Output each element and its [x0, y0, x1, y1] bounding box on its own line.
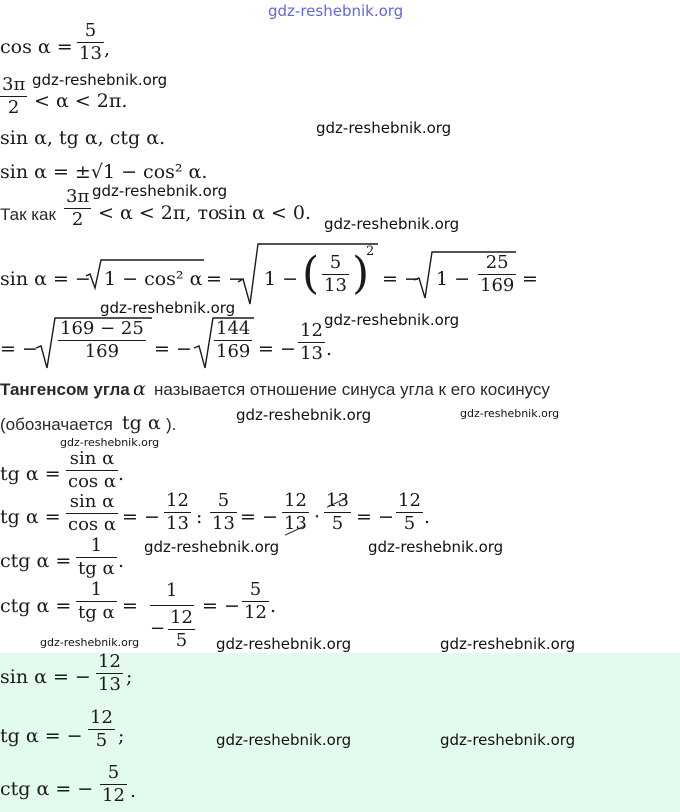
- sin-step2-result: [298, 322, 325, 363]
- tg-def-dot: .: [118, 463, 125, 485]
- sin-step1-frac2-den: 169: [480, 275, 515, 296]
- watermark: gdz-reshebnik.org: [460, 407, 560, 420]
- answer-tg-lhs: tg α = −: [0, 725, 83, 747]
- fraction-bar: [150, 605, 194, 606]
- since-prefix: Так как: [0, 205, 56, 224]
- sin-step1-lhs: sin α = −: [0, 268, 91, 290]
- ctg-calc-num: 1: [90, 579, 103, 600]
- tg-calc-colon: :: [196, 506, 203, 528]
- tg-calc-lhs: tg α =: [0, 506, 61, 528]
- tg-calc-fraction: [66, 493, 118, 534]
- tg-def-den: cos α: [68, 471, 117, 492]
- ctg-calc-fraction: [76, 581, 117, 622]
- tg-calc-f1-den: 13: [166, 513, 189, 534]
- ctg-calc-eq: =: [122, 595, 138, 617]
- answer-tg-den: 5: [88, 729, 115, 750]
- watermark: gdz-reshebnik.org: [216, 731, 352, 749]
- answer-ctg-fraction: [100, 764, 127, 805]
- answer-sin-fraction: [96, 653, 123, 694]
- tg-def-num: sin α: [69, 448, 115, 469]
- answer-tg-end: ;: [118, 725, 125, 747]
- ctg-calc-big-den-den: 5: [168, 629, 195, 650]
- find-list: sin α, tg α, ctg α.: [0, 127, 166, 149]
- watermark: gdz-reshebnik.org: [60, 436, 160, 449]
- tg-calc-end: .: [424, 506, 431, 528]
- sin-step2-den: 169: [58, 340, 146, 361]
- answer-tg-num: 12: [90, 707, 113, 728]
- tg-calc-f1-num: 12: [166, 490, 189, 511]
- watermark: gdz-reshebnik.org: [324, 311, 460, 329]
- since-middle: < α < 2π, то: [98, 202, 220, 224]
- ctg-calc-big-den-fraction: [168, 609, 195, 650]
- cos-given-fraction: [77, 22, 104, 63]
- answer-box: [0, 653, 680, 812]
- watermark: gdz-reshebnik.org: [324, 215, 460, 233]
- cos-given-comma: ,: [104, 38, 111, 60]
- tg-calc-f2-den: 13: [212, 513, 235, 534]
- ctg-calc-result: [242, 581, 269, 622]
- ctg-def-num: 1: [90, 535, 103, 556]
- ctg-calc-res-num: 5: [249, 579, 262, 600]
- ctg-def-fraction: [76, 537, 117, 578]
- ctg-calc-big-num: 1: [166, 580, 178, 601]
- definition-tg: tg α: [122, 412, 161, 434]
- ctg-calc-eq2: = −: [202, 595, 240, 617]
- watermark: gdz-reshebnik.org: [368, 538, 504, 556]
- tg-calc-den: cos α: [68, 514, 117, 535]
- tg-calc-f2-num: 5: [217, 490, 230, 511]
- tg-calc-eq2: = −: [240, 506, 278, 528]
- sin-step2-dot: .: [326, 338, 333, 360]
- answer-sin-lhs: sin α = −: [0, 666, 91, 688]
- tg-calc-f3-den: 13: [284, 513, 307, 534]
- paren-right: ): [352, 248, 370, 299]
- range-den: 2: [0, 96, 27, 117]
- ctg-calc-lhs: ctg α =: [0, 595, 72, 617]
- sin-step1-frac2-num: 25: [485, 252, 509, 273]
- answer-ctg-lhs: ctg α = −: [0, 778, 94, 800]
- sin-step2-eq2: = −: [258, 338, 296, 360]
- sin-step2-num: 169 − 25: [60, 318, 144, 339]
- ctg-def-den: tg α: [78, 558, 115, 579]
- watermark: gdz-reshebnik.org: [440, 635, 576, 653]
- sin-step1-radicand: 1 − cos² α: [104, 268, 203, 290]
- sin-formula: sin α = ±√1 − cos² α.: [0, 161, 208, 183]
- sin-step2-eq: = −: [154, 338, 192, 360]
- sin-step2-fraction: [58, 320, 146, 361]
- ctg-def-dot: .: [118, 550, 125, 572]
- sin-step1-inner: 1 −: [264, 268, 299, 290]
- tg-calc-dot: ·: [314, 506, 321, 528]
- tg-calc-eq3: = −: [356, 506, 394, 528]
- tg-calc-frac2: [210, 492, 237, 533]
- watermark-top: gdz-reshebnik.org: [268, 2, 404, 20]
- ctg-calc-end: .: [270, 595, 277, 617]
- since-tail: sin α < 0.: [218, 202, 312, 224]
- tg-calc-f4-den: 5: [324, 512, 351, 533]
- cos-given-den: 13: [79, 43, 102, 64]
- tg-calc-num: sin α: [69, 491, 115, 512]
- sin-step1-end: =: [522, 268, 538, 290]
- watermark: gdz-reshebnik.org: [100, 299, 236, 317]
- sin-step1-eq: = −: [206, 268, 244, 290]
- definition-alpha: α: [133, 378, 146, 400]
- answer-ctg-end: .: [130, 780, 137, 802]
- answer-ctg-den: 12: [102, 785, 125, 806]
- tg-calc-frac1: [164, 492, 191, 533]
- sin-step2-num2: 144: [216, 318, 251, 339]
- tg-calc-eq1: = −: [122, 506, 160, 528]
- ctg-def-lhs: ctg α =: [0, 550, 72, 572]
- sin-step1-eq2: = −: [382, 268, 420, 290]
- answer-sin-num: 12: [98, 651, 121, 672]
- tg-calc-f4-num: 13: [326, 490, 349, 511]
- tg-calc-f5-den: 5: [396, 512, 423, 533]
- tg-def-lhs: tg α =: [0, 463, 61, 485]
- range-fraction: [0, 76, 27, 117]
- watermark: gdz-reshebnik.org: [32, 71, 168, 89]
- watermark: gdz-reshebnik.org: [144, 538, 280, 556]
- cos-given-num: 5: [84, 20, 97, 41]
- ctg-calc-big-den-sign: −: [150, 618, 166, 639]
- since-num: 3π: [66, 186, 90, 207]
- answer-tg-fraction: [88, 709, 115, 750]
- tg-calc-f3-num: 12: [284, 490, 307, 511]
- range-inequality: < α < 2π.: [34, 90, 128, 112]
- answer-sin-end: ;: [126, 666, 133, 688]
- sin-step1-frac-den: 13: [324, 275, 347, 296]
- sin-step2-res-num: 12: [300, 320, 323, 341]
- sin-step2-den2: 169: [216, 341, 251, 362]
- tg-def-fraction: [66, 450, 118, 491]
- watermark: gdz-reshebnik.org: [440, 731, 576, 749]
- ctg-calc-big-den-num: 12: [170, 607, 193, 628]
- watermark: gdz-reshebnik.org: [92, 182, 228, 200]
- sin-step1-inner2: 1 −: [436, 268, 471, 290]
- watermark: gdz-reshebnik.org: [236, 406, 372, 424]
- sin-step1-power: 2: [366, 244, 375, 259]
- sin-step2-fraction2: [214, 320, 252, 361]
- sin-step1-fraction: [322, 254, 349, 295]
- sin-step1-fraction2: [478, 254, 516, 295]
- ctg-calc-res-den: 12: [244, 602, 267, 623]
- since-fraction: [64, 188, 91, 229]
- watermark: gdz-reshebnik.org: [216, 635, 352, 653]
- definition-term: Тангенсом угла: [0, 380, 130, 399]
- sin-step1-frac-num: 5: [329, 252, 342, 273]
- range-num: 3π: [2, 74, 26, 95]
- definition-line2-end: ).: [166, 415, 177, 434]
- paren-left: (: [302, 248, 320, 299]
- cos-given-lhs: cos α =: [0, 36, 73, 58]
- answer-ctg-num: 5: [107, 762, 120, 783]
- definition-rest: называется отношение синуса угла к его косинусу: [154, 380, 550, 399]
- watermark: gdz-reshebnik.org: [40, 636, 140, 649]
- sin-step2-start: = −: [0, 338, 38, 360]
- tg-calc-frac5: [396, 492, 423, 533]
- sin-step2-res-den: 13: [300, 343, 323, 364]
- ctg-calc-den: tg α: [78, 602, 115, 623]
- answer-sin-den: 13: [98, 674, 121, 695]
- definition-line2: (обозначается: [0, 415, 113, 434]
- since-den: 2: [64, 208, 91, 229]
- watermark: gdz-reshebnik.org: [316, 119, 452, 137]
- tg-calc-frac3: [282, 492, 309, 533]
- tg-calc-f5-num: 12: [398, 490, 421, 511]
